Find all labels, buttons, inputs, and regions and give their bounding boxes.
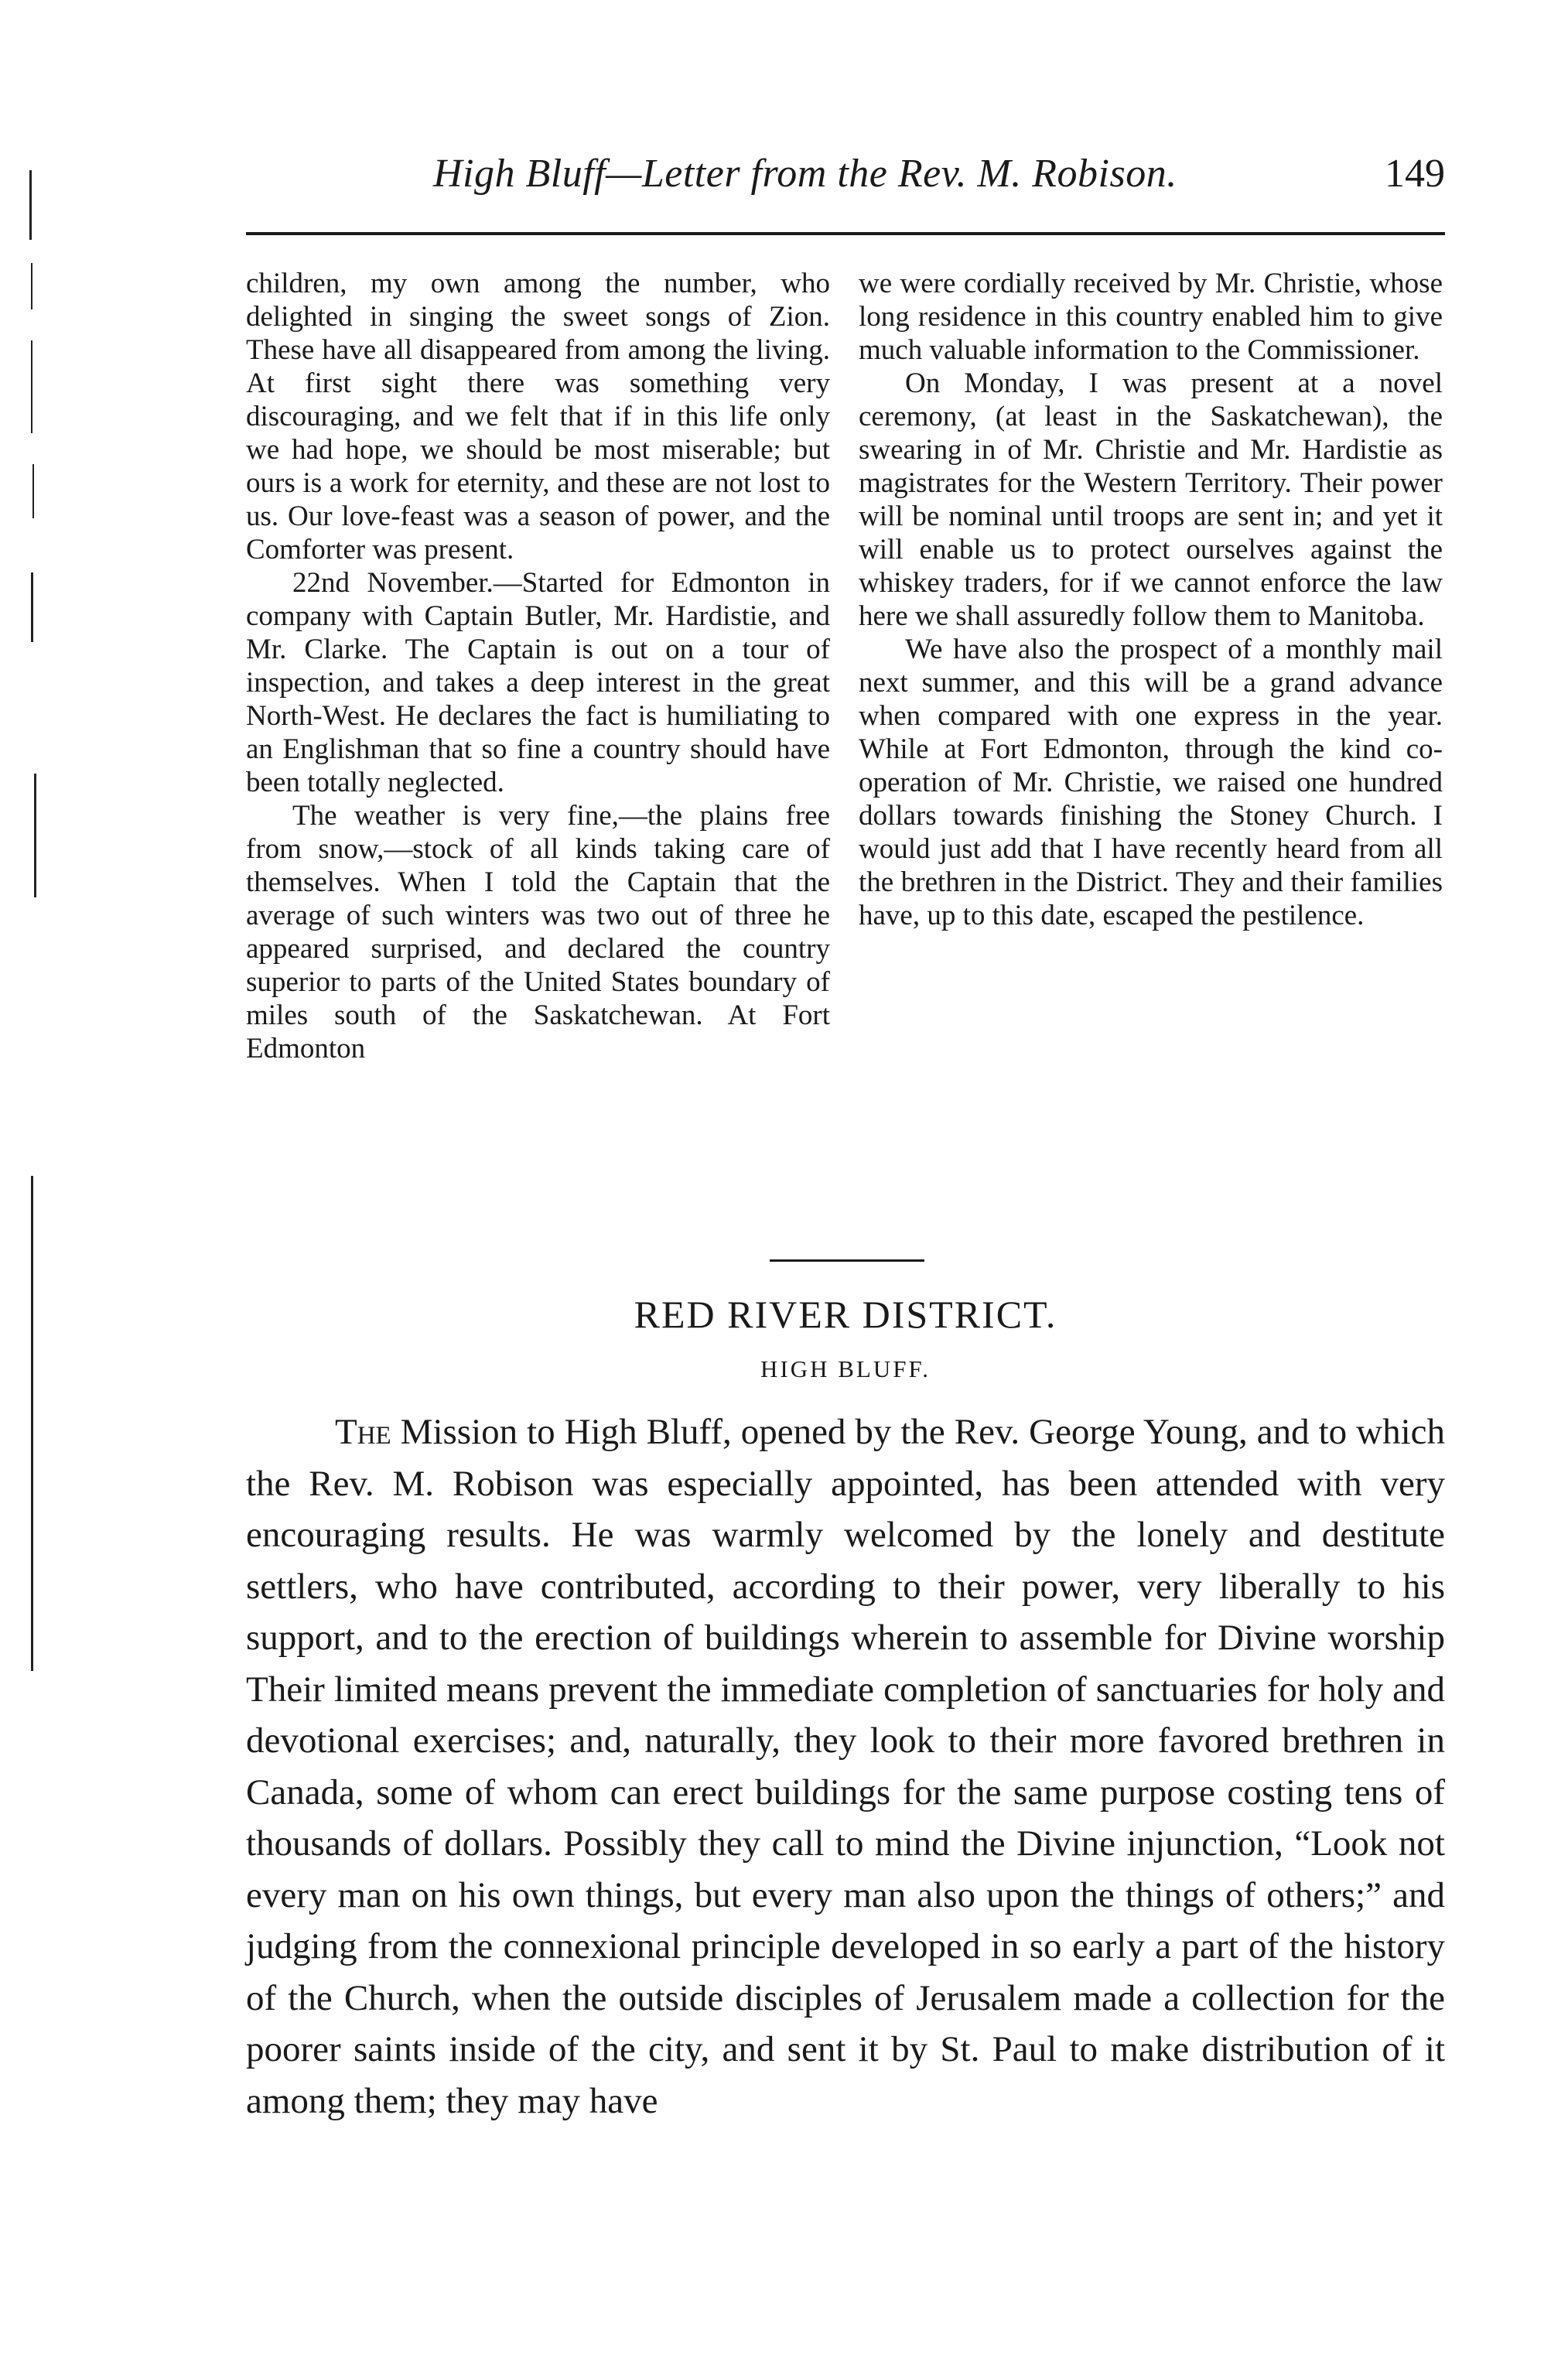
left-paragraph: 22nd November.—Started for Edmonton in company with Captain Butler, Mr. Hardistie, and Mr. Clarke. The Captain is out on a tour of inspection, and takes a deep interest in the great North-West. He declares the fact is humiliating to an Englishman that so fine a country should have been totally neglected. bbox=[246, 567, 830, 798]
section-separator bbox=[770, 1259, 924, 1262]
section-paragraph bbox=[246, 1406, 1445, 2127]
page-number: 149 bbox=[1385, 152, 1445, 196]
section-subtitle: HIGH BLUFF. bbox=[760, 1355, 931, 1382]
left-paragraph: The weather is very fine,—the plains free from snow,—stock of all kinds taking care of themselves. When I told the Captain that the average of such winters was two out of three he appeared surprised, and declared the country superior to parts of the United States boundary of miles south of the Saskatchewan. At Fort Edmonton bbox=[246, 800, 830, 1064]
right-paragraph: we were cordially received by Mr. Christie, whose long residence in this country enabled him to give much valuable information to the Commissioner. bbox=[859, 268, 1443, 366]
header-rule bbox=[246, 232, 1445, 235]
right-paragraph: We have also the prospect of a monthly mail next summer, and this will be a grand advance when compared with one express in the year. While at Fort Edmonton, through the kind co-operation of Mr. Christie, we raised one hundred dollars towards finishing the Stoney Church. I would just add that I have recently heard from all the brethren in the District. They and their families have, up to this date, escaped the pestilence. bbox=[859, 634, 1443, 931]
section-title: RED RIVER DISTRICT. bbox=[634, 1293, 1057, 1336]
running-head: High Bluff—Letter from the Rev. M. Robison. bbox=[433, 152, 1177, 196]
section-body-text: Mission to High Bluff, opened by the Rev. George Young, and to which the Rev. M. Robison was especially appointed, has been attended with very encouraging results. He was warmly welcomed by the lonely and destitute settlers, who have contributed, according to their power, very liberally to his support, and to the erection of buildings wherein to assemble for Divine worship Their limited means prevent the immediate completion of sanctuaries for holy and devotional exercises; and, naturally, they look to their more favored brethren in Canada, some of whom can erect buildings for the same purpose costing tens of thousands of dollars. Possibly they call to mind the Divine injunction, “Look not every man on his own things, but every man also upon the things of others;” and judging from the connexional principle developed in so early a part of the history of the Church, when the outside disciples of Jerusalem made a collection for the poorer saints inside of the city, and sent it by St. Paul to make distribution of it among them; they may have bbox=[246, 1412, 1445, 2121]
section-body bbox=[246, 1406, 1445, 2127]
right-column bbox=[859, 267, 1443, 932]
scan-margin-marks bbox=[0, 0, 46, 2361]
lead-word: The bbox=[335, 1412, 391, 1452]
right-paragraph: On Monday, I was present at a novel ceremony, (at least in the Saskatchewan), the swearing in of Mr. Christie and Mr. Hardistie as magistrates for the Western Territory. Their power will be nominal until troops are sent in; and yet it will enable us to protect ourselves against the whiskey traders, for if we cannot enforce the law here we shall assuredly follow them to Manitoba. bbox=[859, 367, 1443, 632]
left-paragraph: children, my own among the number, who delighted in singing the sweet songs of Zion. These have all disappeared from among the living. At first sight there was something very discouraging, and we felt that if in this life only we had hope, we should be most miserable; but ours is a work for eternity, and these are not lost to us. Our love-feast was a season of power, and the Comforter was present. bbox=[246, 268, 830, 565]
left-column bbox=[246, 267, 830, 1065]
